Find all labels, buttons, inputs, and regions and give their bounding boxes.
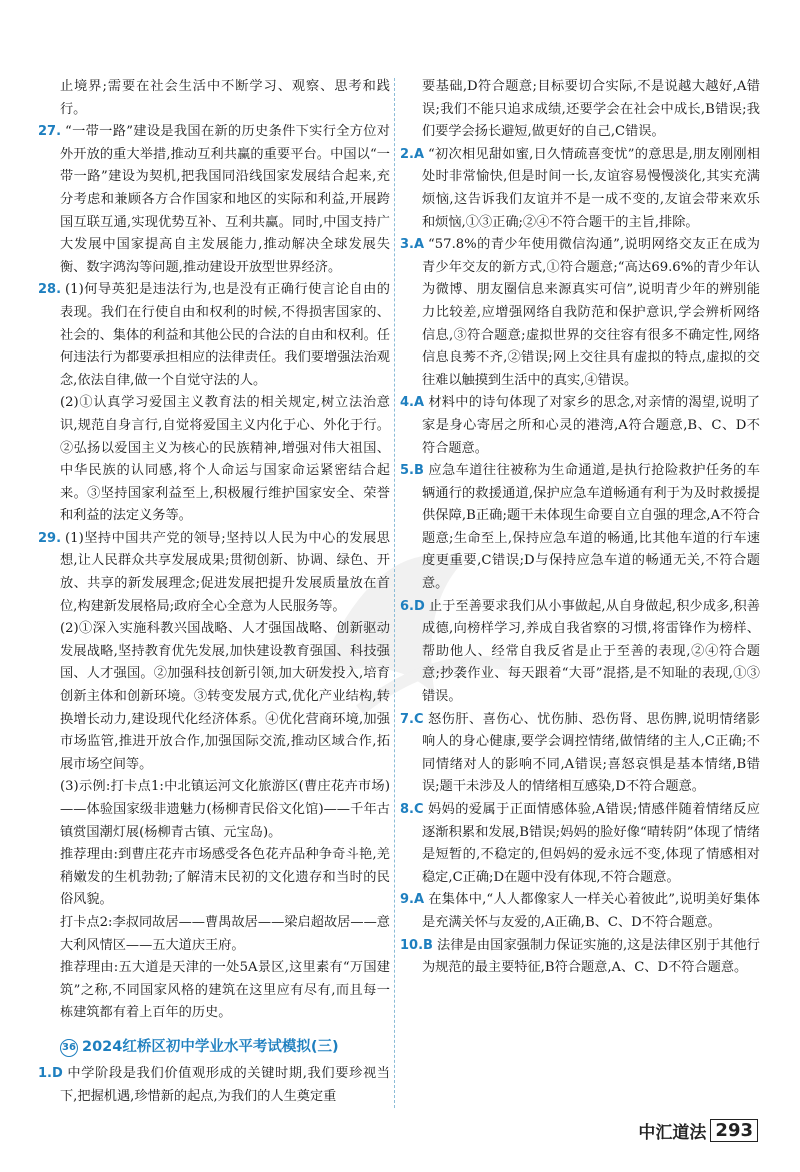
answer-part-2: (2)①深入实施科教兴国战略、人才强国战略、创新驱动发展战略,坚持教育优先发展,加快建设教育强国、科技强国、人才强国。②加强科技创新引领,加大研发投入,培育创新主体和创新环境。③转变发展方式,优化产业结构,转换增长动力,建设现代化经济体系。④优化营商环境,加强市场监管,推进开放合作,加强国际交流,推动区域合作,拓展市场空间等。 xyxy=(60,621,390,772)
answer-text: 应急车道往往被称为生命通道,是执行抢险救护任务的车辆通行的救援通道,保护应急车道畅通有利于为及时救援提供保障,B正确;题干未体现生命要自立自强的理念,A不符合题意;生命至上,保持应急车道的畅通,比其他车道的行车速度更重要,C错误;D与保持应急车道的畅通无关,不符合题意。 xyxy=(422,463,760,592)
question-6 xyxy=(400,596,760,709)
question-number: 9.A xyxy=(400,892,425,908)
question-3 xyxy=(400,234,760,392)
question-number: 29. xyxy=(38,530,62,546)
question-7 xyxy=(400,709,760,799)
answer-text: “初次相见甜如蜜,日久情疏喜变忧”的意思是,朋友刚刚相处时非常愉快,但是时间一长,友谊容易慢慢淡化,其实充满烦恼,这告诉我们友谊并不是一成不变的,友谊会带来欢乐和烦恼,①③正确;②④不符合题干的主旨,排除。 xyxy=(422,146,760,230)
question-8 xyxy=(400,799,760,889)
answer-part-5: 打卡点2:李叔同故居——曹禺故居——梁启超故居——意大利风情区——五大道庆王府。 xyxy=(60,914,390,953)
answer-text: 法律是由国家强制力保证实施的,这是法律区别于其他行为规范的最主要特征,B符合题意,A、C、D不符合题意。 xyxy=(422,937,760,976)
question-number: 1.D xyxy=(38,1065,63,1081)
answer-text: 止于至善要求我们从小事做起,从自身做起,积少成多,积善成德,向榜样学习,养成自我省察的习惯,将雷锋作为榜样、帮助他人、经常自我反省是止于至善的表现,②④符合题意;抄袭作业、每天跟着“大哥”混搭,是不知耻的表现,①③错误。 xyxy=(422,598,760,705)
question-10 xyxy=(400,935,760,980)
answer-text: 妈妈的爱属于正面情感体验,A错误;情感伴随着情绪反应逐渐积累和发展,B错误;妈妈的脸好像“晴转阴”体现了情绪是短暂的,不稳定的,但妈妈的爱永远不变,体现了情感相对稳定,C正确;D在题中没有体现,不符合题意。 xyxy=(422,802,760,885)
answer-part-1: (1)何导英犯是违法行为,也是没有正确行使言论自由的表现。我们在行使自由和权利的时候,不得损害国家的、社会的、集体的利益和其他公民的合法的自由和权利。任何违法行为都要承担相应的法律责任。我们要增强法治观念,依法自律,做一个自觉守法的人。 xyxy=(60,282,390,388)
right-column xyxy=(400,76,760,980)
answer-text: 怒伤肝、喜伤心、忧伤肺、恐伤肾、思伤脾,说明情绪影响人的身心健康,要学会调控情绪,做情绪的主人,C正确;不同情绪对人的影响不同,A错误;喜怒哀惧是基本情绪,B错误;题干未涉及人的情绪相互感染,D不符合题意。 xyxy=(422,711,760,795)
section-badge: 36 xyxy=(60,1039,78,1057)
answer-part-4: 推荐理由:到曹庄花卉市场感受各色花卉品种争奇斗艳,羌稍嫩发的生机勃勃;了解清末民初的文化遗存和当时的民俗风貌。 xyxy=(60,847,390,908)
q26-continuation: 止境界;需要在社会生活中不断学习、观察、思考和践行。 xyxy=(60,79,390,117)
question-29 xyxy=(38,528,390,1025)
footer-label: 中汇道法 xyxy=(638,1123,707,1143)
question-number: 5.B xyxy=(400,463,424,479)
question-9 xyxy=(400,889,760,934)
question-number: 2.A xyxy=(400,146,425,162)
answer-text: 材料中的诗句体现了对家乡的思念,对亲情的渴望,说明了家是身心寄居之所和心灵的港湾,A符合题意,B、C、D不符合题意。 xyxy=(422,395,760,456)
question-number: 27. xyxy=(38,124,62,140)
answer-text: “一带一路”建设是我国在新的历史条件下实行全方位对外开放的重大举措,推动互利共赢的重要平台。中国以“一带一路”建设为契机,把我国同沿线国家发展结合起来,充分考虑和兼顾各方合作国家和地区的实际和利益,开展跨国互联互通,实现优势互补、互利共赢。同时,中国支持广大发展中国家提高自主发展能力,推动解决全球发展失衡、数字鸿沟等问题,推动建设开放型世界经济。 xyxy=(60,124,390,275)
question-number: 4.A xyxy=(400,395,425,411)
answer-part-3: (3)示例:打卡点1:中北镇运河文化旅游区(曹庄花卉市场)——体验国家级非遗魅力(杨柳青民俗文化馆)——千年古镇赏国潮灯展(杨柳青古镇、元宝岛)。 xyxy=(60,779,390,840)
left-column xyxy=(38,76,390,1108)
question-number: 7.C xyxy=(400,711,424,727)
question-5 xyxy=(400,460,760,596)
q1-continuation: 要基础,D符合题意;目标要切合实际,不是说越大越好,A错误;我们不能只追求成绩,还要学会在社会中成长,B错误;我们要学会扬长避短,做更好的自己,C错误。 xyxy=(422,79,760,140)
question-27 xyxy=(38,121,390,279)
question-number: 6.D xyxy=(400,598,425,614)
question-number: 3.A xyxy=(400,237,425,253)
section-title: 2024红桥区初中学业水平考试模拟(三) xyxy=(82,1038,339,1055)
answer-text: 在集体中,“人人都像家人一样关心着彼此”,说明美好集体是充满关怀与友爱的,A正确,B、C、D不符合题意。 xyxy=(422,892,760,930)
question-4 xyxy=(400,392,760,460)
page-footer xyxy=(638,1118,758,1143)
answer-part-6: 推荐理由:五大道是天津的一处5A景区,这里素有“万国建筑”之称,不同国家风格的建筑在这里应有尽有,而且每一栋建筑都有着上百年的历史。 xyxy=(60,960,390,1021)
answer-part-2: (2)①认真学习爱国主义教育法的相关规定,树立法治意识,规范自身言行,自觉将爱国主义内化于心、外化于行。②弘扬以爱国主义为核心的民族精神,增强对伟大祖国、中华民族的认同感,将个人命运与国家命运紧密结合起来。③坚持国家利益至上,积极履行维护国家安全、荣誉和利益的法定义务等。 xyxy=(60,395,390,524)
question-28 xyxy=(38,279,390,528)
section-heading xyxy=(38,1035,390,1057)
answer-part-1: (1)坚持中国共产党的领导;坚持以人民为中心的发展思想,让人民群众共享发展成果;贯彻创新、协调、绿色、开放、共享的新发展理念;促进发展把提升发展质量放在首位,构建新发展格局;政府全心全意为人民服务等。 xyxy=(60,530,390,614)
page-number: 293 xyxy=(710,1119,758,1142)
question-number: 28. xyxy=(38,282,62,298)
answer-text: “57.8%的青少年使用微信沟通”,说明网络交友正在成为青少年交友的新方式,①符合题意;“高达69.6%的青少年认为微博、朋友圈信息来源真实可信”,说明青少年的辨别能力比较差,应增强网络自我防范和保护意识,学会辨析网络信息,③符合题意;虚拟世界的交往容有很多不确定性,网络信息良莠不齐,②错误;网上交往具有虚拟的特点,虚拟的交往难以触摸到生活中的真实,④错误。 xyxy=(422,237,760,388)
question-1 xyxy=(38,1063,390,1108)
question-number: 10.B xyxy=(400,937,433,953)
question-number: 8.C xyxy=(400,802,424,817)
answer-text: 中学阶段是我们价值观形成的关键时期,我们要珍视当下,把握机遇,珍惜新的起点,为我们的人生奠定重 xyxy=(60,1065,390,1104)
column-divider xyxy=(394,78,396,1108)
question-2 xyxy=(400,144,760,234)
